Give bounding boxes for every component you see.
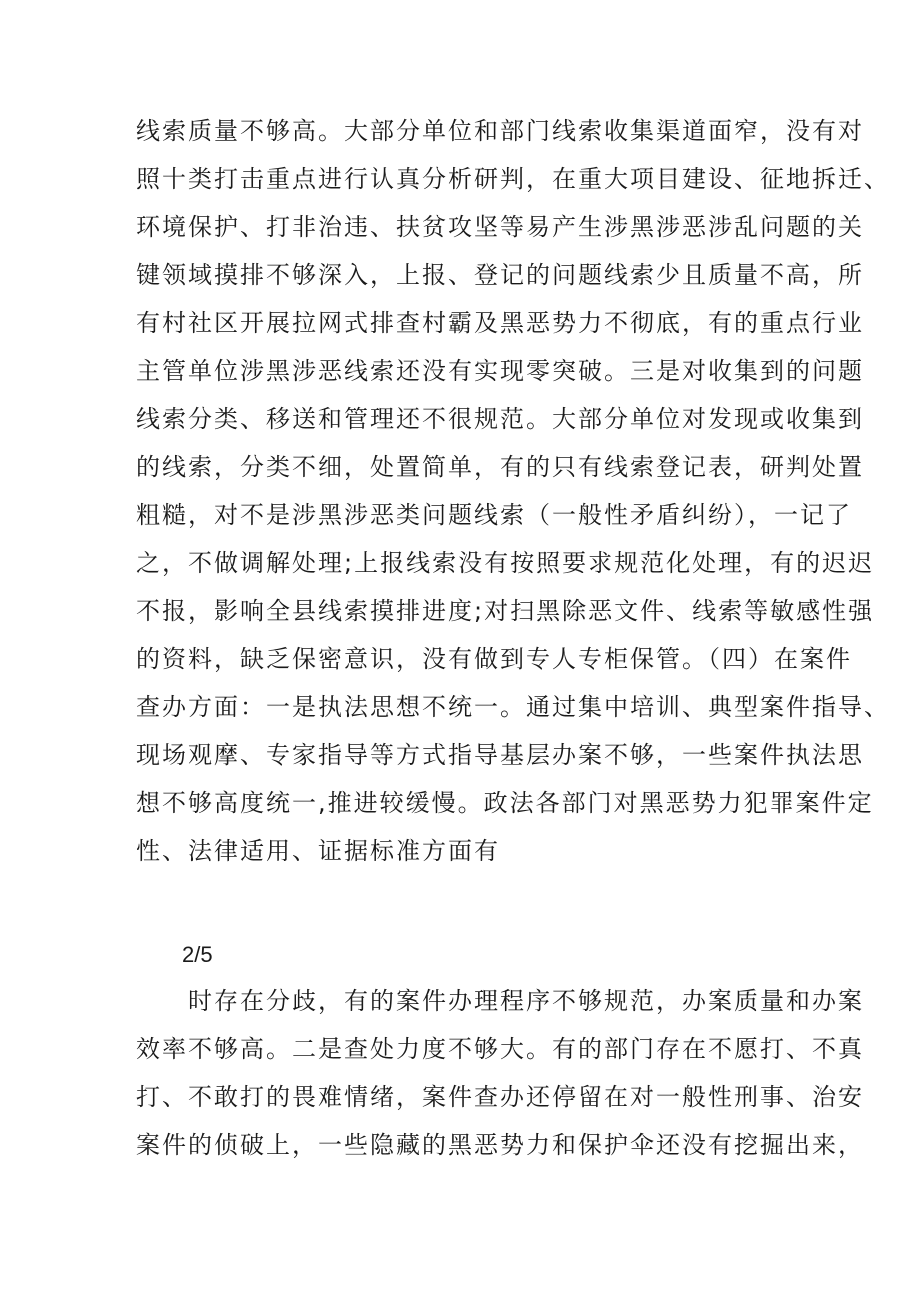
text-line: 有村社区开展拉网式排查村霸及黑恶势力不彻底，有的重点行业: [136, 309, 864, 337]
text-line: 时存在分歧，有的案件办理程序不够规范，办案质量和办案: [136, 987, 864, 1015]
text-line: 现场观摩、专家指导等方式指导基层办案不够，一些案件执法思: [136, 741, 864, 769]
text-line: 键领域摸排不够深入，上报、登记的问题线索少且质量不高，所: [136, 261, 864, 289]
text-line: 线索质量不够高。大部分单位和部门线索收集渠道面窄，没有对: [136, 117, 864, 145]
text-line: 性、法律适用、证据标准方面有: [136, 837, 500, 865]
page-number: 2/5: [182, 942, 213, 967]
text-line: 案件的侦破上，一些隐藏的黑恶势力和保护伞还没有挖掘出来，: [136, 1131, 864, 1159]
text-line: 不报，影响全县线索摸排进度;对扫黑除恶文件、线索等敏感性强: [136, 597, 875, 625]
text-line: 之，不做调解处理;上报线索没有按照要求规范化处理，有的迟迟: [136, 549, 875, 577]
text-line: 想不够高度统一,推进较缓慢。政法各部门对黑恶势力犯罪案件定: [136, 789, 874, 817]
text-line: 的线索，分类不细，处置简单，有的只有线索登记表，研判处置: [136, 453, 864, 481]
text-line: 环境保护、打非治违、扶贫攻坚等易产生涉黑涉恶涉乱问题的关: [136, 213, 864, 241]
text-line: 粗糙，对不是涉黑涉恶类问题线索（一般性矛盾纠纷），一记了: [136, 501, 852, 529]
text-line: 打、不敢打的畏难情绪，案件查办还停留在对一般性刑事、治安: [136, 1083, 864, 1111]
text-line: 照十类打击重点进行认真分析研判，在重大项目建设、征地拆迁、: [136, 165, 890, 193]
text-line: 查办方面：一是执法思想不统一。通过集中培训、典型案件指导、: [136, 693, 890, 721]
text-line: 主管单位涉黑涉恶线索还没有实现零突破。三是对收集到的问题: [136, 357, 864, 385]
text-line: 线索分类、移送和管理还不很规范。大部分单位对发现或收集到: [136, 405, 864, 433]
text-line: 的资料，缺乏保密意识，没有做到专人专柜保管。（四）在案件: [136, 645, 852, 673]
text-line: 效率不够高。二是查处力度不够大。有的部门存在不愿打、不真: [136, 1035, 864, 1063]
